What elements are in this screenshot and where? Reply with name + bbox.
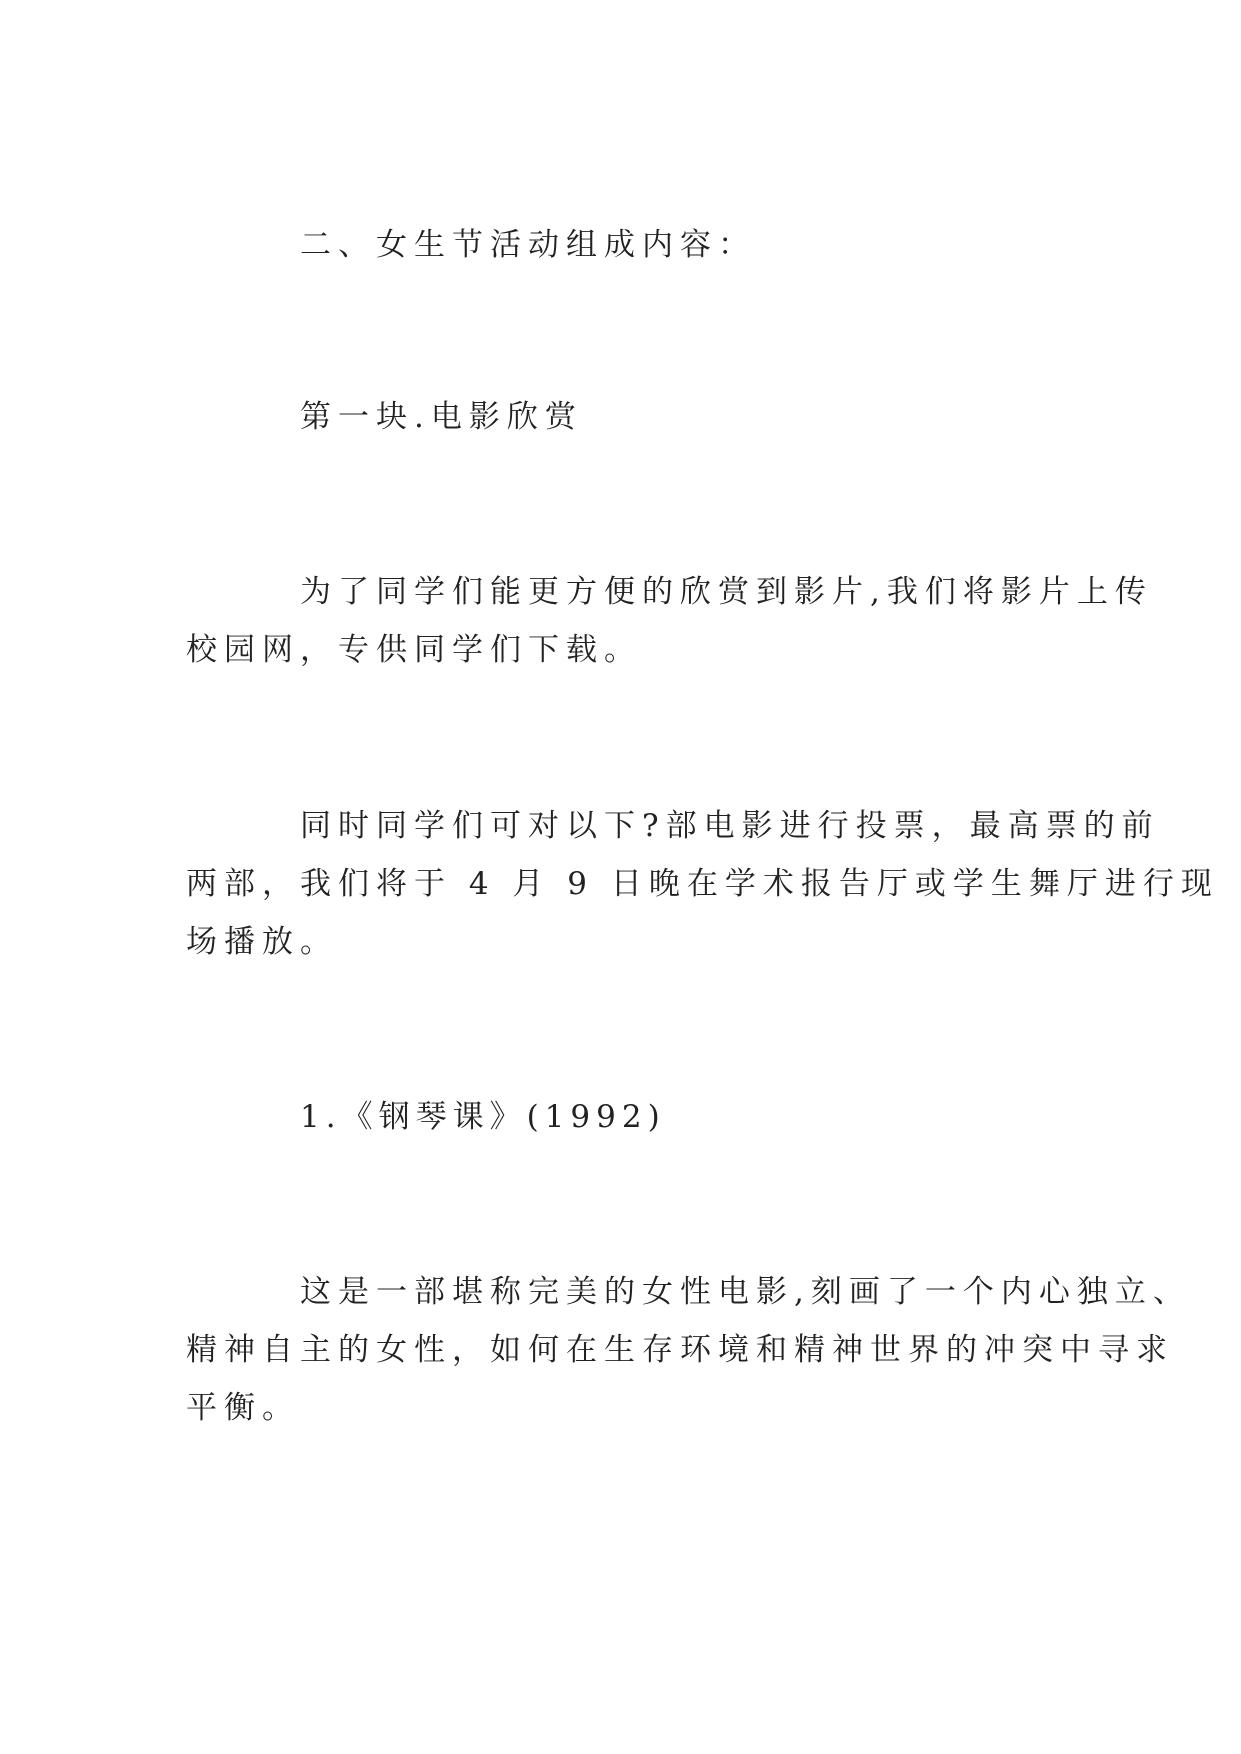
- section-heading: 二、女生节活动组成内容：: [300, 227, 756, 263]
- block-one-heading: 第一块.电影欣赏: [300, 399, 583, 435]
- paragraph-3-line-1: 这是一部堪称完美的女性电影,刻画了一个内心独立、: [300, 1274, 1191, 1310]
- paragraph-3-line-3: 平衡。: [186, 1390, 300, 1426]
- paragraph-1-line-2: 校园网，专供同学们下载。: [186, 632, 642, 668]
- film-1-title: 1.《钢琴课》(1992): [300, 1099, 666, 1135]
- paragraph-3-line-2: 精神自主的女性，如何在生存环境和精神世界的冲突中寻求: [186, 1332, 1174, 1368]
- paragraph-1-line-1: 为了同学们能更方便的欣赏到影片,我们将影片上传: [300, 574, 1153, 610]
- paragraph-2-line-3: 场播放。: [186, 924, 338, 960]
- paragraph-2-line-1: 同时同学们可对以下?部电影进行投票，最高票的前: [300, 808, 1160, 844]
- paragraph-2-line-2: 两部，我们将于 4 月 9 日晚在学术报告厅或学生舞厅进行现: [186, 866, 1219, 902]
